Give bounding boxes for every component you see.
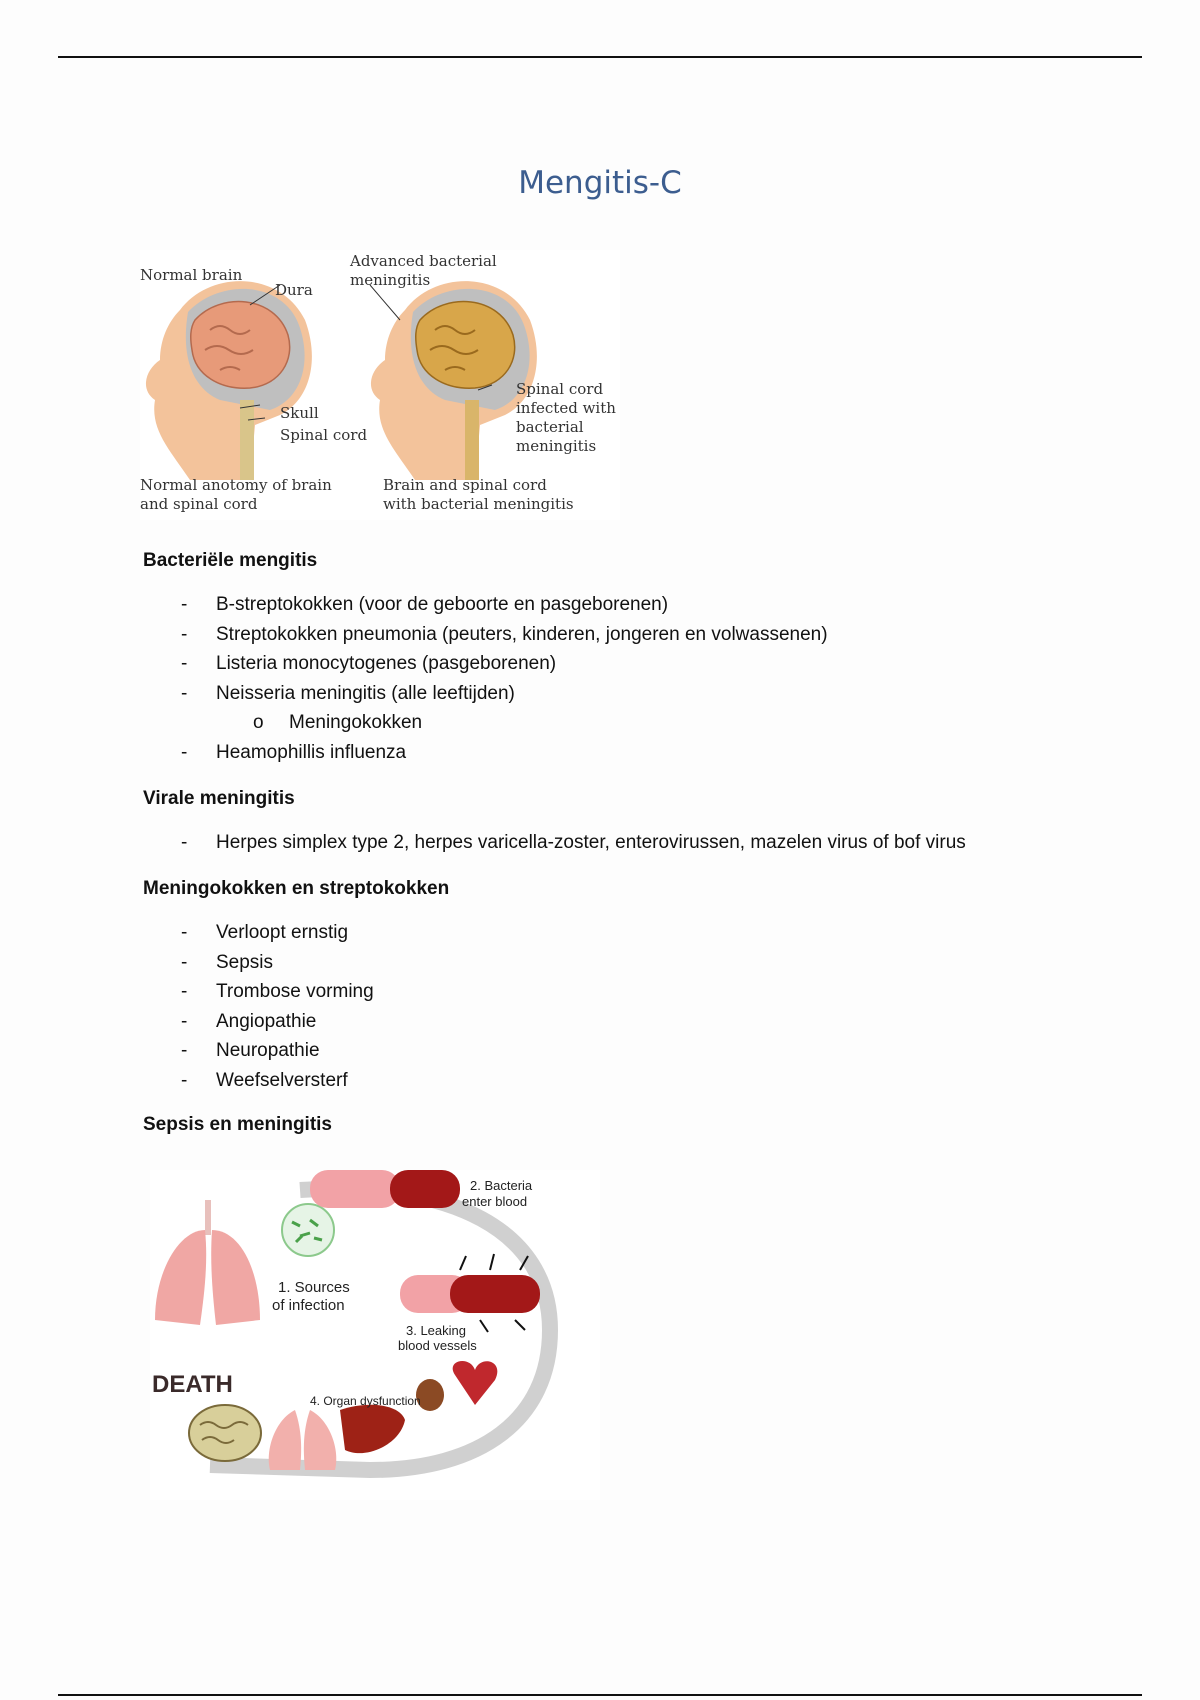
- list-subitem: o Meningokokken: [253, 712, 423, 733]
- list-item: - Neisseria meningitis (alle leeftijden): [181, 682, 515, 704]
- section-heading: Bacteriële mengitis: [143, 550, 318, 571]
- label-bacteria-1: 2. Bacteria: [470, 1178, 533, 1193]
- list-item: - Heamophillis influenza: [181, 741, 407, 763]
- list-item: - B-streptokokken (voor de geboorte en pasgeborenen): [181, 594, 669, 615]
- caption-right-2: with bacterial meningitis: [383, 495, 574, 513]
- infected-head-illustration: [371, 281, 537, 480]
- label-death: DEATH: [152, 1371, 233, 1398]
- list-item: - Streptokokken pneumonia (peuters, kinderen, jongeren en volwassenen): [181, 623, 828, 645]
- list-item: - Trombose vorming: [181, 981, 374, 1002]
- label-advanced-1: Advanced bacterial: [350, 252, 497, 270]
- header-rule: [58, 56, 1142, 58]
- brain-icon: [189, 1405, 261, 1461]
- list-item: - Angiopathie: [181, 1010, 317, 1032]
- list-item: - Herpes simplex type 2, herpes varicella-zoster, enterovirussen, mazelen virus of bof virus: [181, 832, 966, 853]
- section-heading: Sepsis en meningitis: [143, 1114, 332, 1135]
- liver-icon: [340, 1405, 405, 1453]
- list-item: - Weefselversterf: [181, 1069, 348, 1091]
- caption-right-1: Brain and spinal cord: [383, 476, 547, 494]
- list-item: - Listeria monocytogenes (pasgeborenen): [181, 653, 557, 674]
- vessel-bacteria-icon: [310, 1170, 460, 1208]
- label-dura: Dura: [275, 281, 313, 299]
- sepsis-cycle-figure: [150, 1170, 600, 1500]
- caption-left-1: Normal anotomy of brain: [140, 476, 332, 494]
- caption-left-2: and spinal cord: [140, 495, 258, 513]
- label-infected-1: Spinal cord: [516, 380, 604, 398]
- label-sources-1: 1. Sources: [278, 1279, 350, 1296]
- section-heading: Meningokokken en streptokokken: [143, 878, 450, 899]
- label-advanced-2: meningitis: [350, 271, 431, 289]
- normal-head-illustration: [146, 281, 312, 480]
- bacteria-magnified-icon: [282, 1204, 334, 1256]
- label-leaking-1: 3. Leaking: [406, 1323, 466, 1338]
- section-heading: Virale meningitis: [143, 788, 295, 809]
- bullet-list: [143, 590, 828, 767]
- lungs-icon: [155, 1200, 260, 1325]
- label-skull: Skull: [280, 404, 319, 422]
- label-spinal-cord: Spinal cord: [280, 426, 368, 444]
- list-item: - Neuropathie: [181, 1040, 320, 1061]
- footer-rule: [58, 1694, 1142, 1696]
- bullet-list: [143, 828, 966, 858]
- meningitis-anatomy-figure: [140, 250, 620, 520]
- leaking-vessel-icon: [400, 1254, 540, 1332]
- heart-icon: [453, 1361, 498, 1405]
- label-bacteria-2: enter blood: [462, 1194, 528, 1209]
- bullet-list: [143, 918, 374, 1095]
- label-infected-3: bacterial: [516, 418, 584, 436]
- list-item: - Sepsis: [181, 951, 274, 973]
- label-leaking-2: blood vessels: [398, 1338, 477, 1353]
- label-sources-2: of infection: [272, 1297, 345, 1314]
- list-item: - Verloopt ernstig: [181, 922, 349, 943]
- page-title: Mengitis-C: [518, 165, 682, 201]
- label-infected-4: meningitis: [516, 437, 597, 455]
- label-organ: 4. Organ dysfunction: [310, 1394, 421, 1408]
- label-normal-brain: Normal brain: [140, 266, 243, 284]
- label-infected-2: infected with: [516, 399, 616, 417]
